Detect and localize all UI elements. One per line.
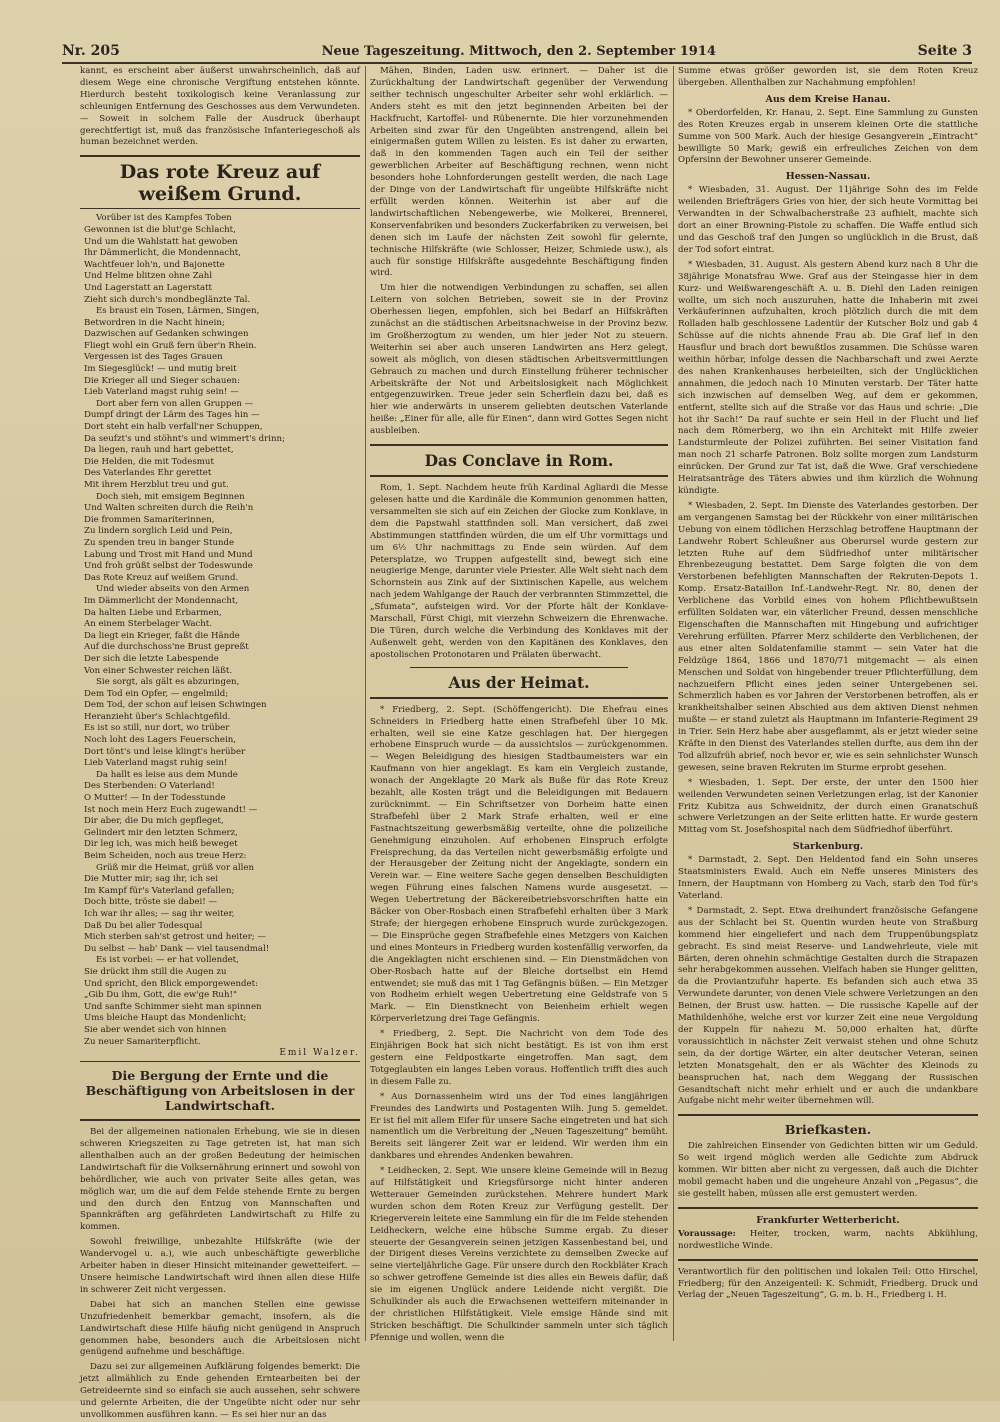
nassau-body [678, 185, 978, 837]
hanau-body: * Oberdorfelden, Kr. Hanau, 2. Sept. Eine Sammlung zu Gunsten des Roten Kreuzes ergab in unserem kleinen Orte die stattliche Summe von 500 Mark. Auch der hiesige Gesangverein „Eintracht“ bewilligte 50 Mark; gewiß ein erfreuliches Zeichen von dem Opfersinn der Bewohner unserer Gemeinde. [678, 107, 978, 166]
news-item: * Wiesbaden, 1. Sept. Der erste, der unter den 1500 hier weilenden Verwundeten seinen Verletzungen erlag, ist der Kanonier Fritz Kubitza aus Schweidnitz, der durch einen Granatschuß schwere Verletzungen an der Seite erlitten hatte. Er wurde gestern Mittag vom St. Josefshospital nach dem Südfriedhof überführt. [678, 777, 978, 836]
divider [678, 1114, 978, 1116]
news-item: * Friedberg, 2. Sept. (Schöffengericht). Die Ehefrau eines Schneiders in Friedberg hatte einen Strafbefehl über 10 Mk. erhalten, weil sie eine Katze geschlagen hat. Der hiergegen erhobene Einspruch wurde — da aussichtslos — zurückgenommen. — Wegen Beleidigung des hiesigen Stadtbaumeisters war ein Kaufmann von hier angeklagt. Es kam ein Vergleich zustande, wonach der Angeklagte 20 Mark als Buße für das Rote Kreuz bezahlt, alle Kosten trägt und die Beleidigungen mit Bedauern zurücknimmt. — Ein Schriftsetzer von Dorheim hatte einen Strafbefehl über 2 Mark Strafe erhalten, weil er eine Fastnachtszeitung gewerbsmäßig verteilte, ohne die polizeiliche Genehmigung einzuholen. Auf erhobenen Einspruch erfolgte Freisprechung, da das Verteilen nicht gewerbsmäßig erfolgte und der Herausgeber der Zeitung nicht der Angeklagte, sondern ein Verein war. — Eine weitere Sache gegen denselben Beschuldigten wegen Führung eines falschen Namens wurde ausgesetzt. — Wegen Uebertretung der Bäckereibetriebsvorschriften hatte ein Bäcker von Ober-Rosbach einen Strafbefehl erhalten über 3 Mark Strafe; der hiergegen erhobene Einspruch wurde zurückgezogen. — Die Einsprüche gegen Strafbefehle eines Metzgers von Kaichen und eines Monteurs in Friedberg wurden kostenfällig verworfen, da die Angeklagten nicht erschienen sind. — Ein Dienstmädchen von Ober-Rosbach hatte auf der Bleiche dortselbst ein Hemd entwendet; sie muß das mit 1 Tag Gefängnis büßen. — Ein Metzger von Rodheim erhielt wegen Uebertretung eine Geldstrafe von 5 Mark. — Ein Dienstknecht von Beienheim erhielt wegen Körperverletzung drei Tage Gefängnis. [370, 704, 668, 1025]
section-title-heimat: Aus der Heimat. [448, 672, 590, 692]
poem-line: Zu neuer Samariterpflicht. [84, 1036, 201, 1047]
section-title-hanau: Aus dem Kreise Hanau. [765, 93, 891, 105]
poem-line: Dumpf dringt der Lärm des Tages hin — [84, 410, 260, 421]
poem-line: Sie aber wendet sich von hinnen [84, 1024, 227, 1035]
article-paragraph: Mähen, Binden, Laden usw. erinnert. — Daher ist die Zurückhaltung der Landwirtschaft gegenüber der Verwendung seither technisch ungeschulter Arbeiter sehr wohl erklärlich. — Anders steht es mit den jetzt beginnenden Arbeiten bei der Hackfrucht, Kartoffel- und Rübenernte. Die hier vorzunehmenden Arbeiten sind zwar für den Ungeübten anstrengend, allein bei einigermaßen gutem Willen zu leisten. Es ist daher zu erwarten, daß in den kommenden Tagen auch ein Teil der seither gewerblichen Arbeiter auf Beschäftigung rechnen, wenn nicht besonders hohe Lohnforderungen gestellt werden, die nach Lage der Dinge von der Landwirtschaft für ungeübte Hilfskräfte nicht erfüllt werden können. Weiterhin ist aber auf die landwirtschaftlichen Nebengewerbe, wie Molkerei, Brennerei, Konservenfabriken und besonders Zuckerfabriken zu verweisen, bei denen sich im Laufe der nächsten Zeit sowohl für gelernte, technische Hilfskräfte (wie Schlosser, Heizer, Schmiede usw.), als auch für sonstige Hilfskräfte ausgedehnte Beschäftigung finden wird. [370, 66, 668, 279]
poem-line: Und Walten schreiten durch die Reih'n [84, 503, 254, 514]
poem-line: Des Vaterlandes Ehr gerettet [84, 468, 212, 479]
poem-line: Betwordren in die Nacht hinein; [84, 317, 225, 328]
section-title-starkenburg: Starkenburg. [792, 841, 864, 853]
poem-line: Und spricht, den Blick emporgewendet: [84, 978, 258, 989]
column-rule [365, 66, 366, 1341]
poem-line: Sie sorgt, als gält es abzuringen, [96, 677, 240, 688]
poem-line: Wachtfeuer loh'n, und Bajonette [84, 259, 225, 270]
poem-line: Grüß mir die Heimat, grüß vor allen [96, 862, 255, 873]
poem-line: Da liegt ein Krieger, faßt die Hände [84, 630, 240, 641]
poem-line: Im Kampf für's Vaterland gefallen; [84, 885, 235, 896]
poem-line: Da hallt es leise aus dem Munde [96, 769, 238, 780]
masthead-date: Neue Tageszeitung. Mittwoch, den 2. September 1914 [321, 43, 716, 59]
poem-line: Dort steht ein halb verfall'ner Schuppen, [84, 422, 263, 433]
divider [370, 444, 668, 446]
briefkasten-body: Die zahlreichen Einsender von Gedichten bitten wir um Geduld. So weit irgend möglich werden alle Gedichte zum Abdruck kommen. Wir bitten aber nicht zu vergessen, daß auch die Dichter mobil gemacht haben und die ungeheure Anzahl von „Pegasus“, die sie gestellt haben, müssen alle erst gemustert werden. [678, 1141, 978, 1199]
poem-line: Labung und Trost mit Hand und Mund [84, 549, 253, 560]
column-rule [673, 66, 674, 1341]
article-continuation: Summe etwas größer geworden ist, sie dem Roten Kreuz übergeben. Allenthalben zur Nachahmung empfohlen! [678, 66, 978, 88]
divider [678, 1259, 978, 1261]
poem-line: Ihr Dämmerlicht, die Mondennacht, [84, 248, 241, 259]
poem-line: Vergessen ist des Tages Grauen [84, 352, 223, 363]
poem-line: Du selbst — hab' Dank — viel tausendmal! [84, 943, 270, 954]
poem-line: Da seufzt's und stöhnt's und wimmert's drinn; [84, 433, 285, 444]
column-right [678, 66, 978, 1363]
weather-forecast [678, 1229, 978, 1253]
poem-line: Dir aber, die Du mich gepfleget, [84, 816, 224, 827]
poem-line: Doch bitte, tröste sie dabei! — [84, 897, 217, 908]
column-middle [370, 66, 668, 1363]
poem-line: Des Sterbenden: O Vaterland! [84, 781, 215, 792]
poem-line: Doch sieh, mit emsigem Beginnen [96, 491, 245, 502]
poem-line: Im Dämmerlicht der Mondennacht, [84, 595, 239, 606]
poem-line: Zieht sich durch's mondbeglänzte Tal. [84, 294, 251, 305]
news-item: * Wiesbaden, 2. Sept. Im Dienste des Vaterlandes gestorben. Der am vergangenen Samstag bei der Rückkehr von einer militärischen Uebung von einem tödlichen Herzschlag betroffene Hauptmann der Landwehr Robert Schleußner aus Oberursel wurde gestern zur letzten Ruhe auf dem Südfriedhof unter militärischer Ehrenbezeugung bestattet. Dem Sarge folgten die von dem Verstorbenen befehligten Mannschaften der Rekruten-Depots 1. Komp. Ersatz-Bataillon Inf.-Landwehr-Regt. Nr. 80, denen der Verblichene das Vorbild eines von hohem Pflichtbewußtsein erfüllten Soldaten war, ein väterlicher Freund, dessen menschliche Eigenschaften die Mannschaften mit Hingebung und aufrichtiger Verehrung erfüllten. Pfarrer Merz schilderte den Verblichenen, der aus einer alten Soldatenfamilie stammt — sein Vater hat die Feldzüge 1864, 1866 und 1870/71 mitgemacht — als einen Menschen und Soldat von hingebender treuer Pflichterfüllung, dem nachzueifern Pflicht eines jeden seiner Untergebenen sei. Schmerzlich haben es vor Jahren der Verstorbenen betroffen, als er krankheitshalber seinen Abschied aus dem aktiven Dienst nehmen mußte — er stand zuletzt als Hauptmann im Infanterie-Regiment 29 in Trier. Sein Herz habe aber ausgeflammt, als er jetzt wieder seine Kräfte in den Dienst des Vaterlandes stellen durfte, aus dem ihn der Tod allzufrüh abrief, noch bevor er, wie es sein sehnlichster Wunsch gewesen, seine braven Rekruten im Sturme erprobt gesehen. [678, 500, 978, 773]
article-paragraph: Sowohl freiwillige, unbezahlte Hilfskräfte (wie der Wandervogel u. a.), wie auch unbeschäftigte gewerbliche Arbeiter haben in dieser Hinsicht miteinander gewetteifert. — Unsere heimische Landwirtschaft wird ihnen allen diese Hilfe in schwerer Zeit nicht vergessen. [80, 1237, 360, 1295]
poem-line: Dem Tod, der schon auf leisen Schwingen [84, 700, 267, 711]
poem-line: Es ist vorbei: — er hat vollendet, [96, 955, 239, 966]
news-item: * Wiesbaden, 31. August. Als gestern Abend kurz nach 8 Uhr die 38jährige Monatsfrau Wwe. Graf aus der Steingasse hier in dem Kurz- und Weißwarengeschäft A. u. B. Diehl den Laden reinigen wollte, um sich noch auszuruhen, hatte die Inhaberin mit zwei Verkäuferinnen aufzuhalten, kroch plötzlich durch die mit dem Rolladen halb geschlossene Ladentür der Kutscher Bolz und gab 4 Schüsse auf die nichts ahnende Frau ab. Die Graf lief in den Hausflur und brach dort bewußtlos zusammen. Die Schüsse waren weithin hörbar, infolge dessen die Nachbarschaft und zwei Aerzte des nahen Krankenhauses herbeieilten, sich der Unglücklichen annahmen, die jedoch nach 10 Minuten verstarb. Der Täter hatte sich inzwischen auf demselben Weg, auf dem er gekommen, entfernt, stellte sich auf die Straße vor das Haus und schrie: „Die hot ihr Sach!“ Da rauf suchte er sein Heil in der Flucht und lief nach dem Römerberg, wo ihn ein Architekt mit Hilfe zweier Landsturmleute der Polizei zuführten. Bei seiner Visitation fand man noch 21 scharfe Patronen. Bolz sollte morgen zum Landsturm einrücken. Der Grund zur Tat ist, daß die Wwe. Graf verschiedene Heiratsanträge des Täters abwies und ihm kürzlich die Wohnung kündigte. [678, 259, 978, 496]
section-title-nassau: Hessen-Nassau. [785, 171, 871, 183]
poem-line: Zu spenden treu in banger Stunde [84, 537, 235, 548]
poem-line: Die Krieger all und Sieger schauen: [84, 375, 240, 386]
weather-text: Heiter, trocken, warm, nachts Abkühlung, nordwestliche Winde. [678, 1228, 979, 1251]
poem-line: Dir leg ich, was mich heiß beweget [84, 839, 238, 850]
poem-verses [84, 213, 360, 1048]
poem-line: Dem Tod ein Opfer, — engelmild; [84, 688, 229, 699]
poem-line: Lieb Vaterland magst ruhig sein! — [84, 387, 239, 398]
poem-line: Von einer Schwester reichen läßt. [84, 665, 233, 676]
divider [678, 1207, 978, 1209]
starkenburg-body [678, 855, 978, 1108]
poem-line: Heranzieht über's Schlachtgefild. [84, 711, 231, 722]
poem-line: Der sich die letzte Labespende [84, 653, 219, 664]
poem-line: Im Siegesglück! — und mutig breit [84, 364, 237, 375]
poem-line: Es ist so still, nur dort, wo trüber [84, 723, 230, 734]
poem-line: Die frommen Samariterinnen, [84, 514, 215, 525]
poem-line: O Mutter! — In der Todesstunde [84, 793, 226, 804]
poem-line: Zu lindern sorglich Leid und Pein, [84, 526, 233, 537]
divider [80, 1119, 360, 1121]
news-item: * Aus Dornassenheim wird uns der Tod eines langjährigen Freundes des Landwirts und Postagenten Wilh. Jung 5. gemeldet. Er ist fiel mit allem Eifer für unsere Sache eingetreten und hat sich namentlich um die Verbreitung der „Neuen Tageszeitung“ bemüht. Bereits seit längerer Zeit war er leidend. Wir werden ihm ein dankbares und ehrendes Andenken bewahren. [370, 1091, 668, 1162]
poem-line: Gewonnen ist die blut'ge Schlacht, [84, 224, 236, 235]
page-header [62, 40, 972, 64]
article-continuation [370, 66, 668, 438]
news-item: * Leidhecken, 2. Sept. Wie unsere kleine Gemeinde will in Bezug auf Hilfstätigkeit und Kriegsfürsorge nicht hinter anderen Wetterauer Gemeinden zurückstehen. Mehrere hundert Mark wurden schon dem Roten Kreuz zur Verfügung gestellt. Der Kriegerverein leitete eine Sammlung ein für die im Felde stehenden Leidheckern, welche eine hübsche Summe ergab. Zu dieser steuerte der Gesangverein seinen jetzigen Kassenbestand bei, und der Dirigent dieses Vereins verzichtete zu demselben Zwecke auf seine vierteljährliche Gage. Für unsere durch den Rockbläter Krach so schwer getroffene Gemeinde ist dies alles ein Beweis dafür, daß sie im eigenen Unglück andere Leidende nicht vergißt. Die Schulkinder als auch die Erwachsenen wetteifern miteinander in der christlichen Hilfstätigkeit. Viele emsige Hände sind mit Stricken beschäftigt. Die Schulkinder sammeln unter sich täglich Pfennige und wollen, wenn die [370, 1166, 668, 1343]
article-paragraph: Bei der allgemeinen nationalen Erhebung, wie sie in diesen schweren Kriegszeiten zu Tage getreten ist, hat man sich allenthalben auch an der großen Bedeutung der heimischen Landwirtschaft für die Volksernährung erinnert und sowohl von behördlicher, wie auch von privater Seite alles getan, was möglich war, um die auf dem Felde stehende Ernte zu bergen und den durch den Entzug von Mannschaften und Spannkräften arg gefährdeten Landwirtschaft zu Hilfe zu kommen. [80, 1127, 360, 1233]
poem-line: Das Rote Kreuz auf weißem Grund. [84, 572, 239, 583]
conclave-body: Rom, 1. Sept. Nachdem heute früh Kardinal Agliardi die Messe gelesen hatte und die Kardinäle die Kommunion genommen hatten, versammelten sie sich auf ein Zeichen der Glocke zum Konklave, in dem die Papstwahl stattfinden soll. Man versichert, daß zwei Abstimmungen stattfinden würden, die um elf Uhr vormittags und um 6½ Uhr nachmittags zu Ende sein würden. Auf dem Petersplatze, wo Truppen aufgestellt sind, bewegt sich eine neugierige Menge, darunter viele Priester. Alle Welt sieht nach dem Schornstein aus Zink auf der Sixtinischen Kapelle, aus welchem nach jedem Wahlgange der Rauch der verbrannten Stimmzettel, die „Sfumata“, aufsteigen wird. Vor der Pforte hält der Konklave-Marschall, Fürst Chigi, mit vierzehn Schweizern die Ehrenwache. Die Türen, durch welche die Verbindung des Konklaves mit der Außenwelt geht, werden von den Kapitänen des Konklaves, den apostolischen Protonotaren und Prälaten überwacht. [370, 483, 668, 660]
poem-title: Das rote Kreuz auf weißem Grund. [80, 155, 360, 209]
poem-line: Die Mutter mir; sag ihr, ich sei [84, 874, 219, 885]
weather-label: Voraussage: [678, 1228, 736, 1239]
poem-line: Auf die durchschoss'ne Brust gepreßt [84, 642, 249, 653]
article-body [80, 1127, 360, 1422]
poem-signature: Emil Walzer. [80, 1048, 360, 1062]
issue-number: Nr. 205 [62, 43, 120, 59]
poem-line: Noch loht des Lagers Feuerschein, [84, 735, 236, 746]
page-number: Seite 3 [917, 43, 972, 59]
poem-line: Und froh grüßt selbst der Todeswunde [84, 561, 253, 572]
column-left [80, 66, 360, 1420]
article-continuation: kannt, es erscheint aber äußerst unwahrscheinlich, daß auf diesem Wege eine chronische Vergiftung entstehen könnte. Hierdurch besteht toxikologisch keine Veranlassung zur schleunigen Entfernung des Geschosses aus dem Verwundeten. — Soweit in solchem Falle der Ausdruck überhaupt gerechtfertigt ist, muß das französische Infanteriegeschoß als human bezeichnet werden. [80, 66, 360, 148]
poem-line: Ist noch mein Herz Euch zugewandt! — [84, 804, 258, 815]
poem-line: Dazwischen auf Gedanken schwingen [84, 329, 249, 340]
article-paragraph: Um hier die notwendigen Verbindungen zu schaffen, sei allen Leitern von solchen Betrieben, soweit sie in der Provinz Oberhessen liegen, empfohlen, sich bei Bedarf an Hilfskräften zunächst an die städtischen Arbeitsnachweise in der Provinz bezw. im Großherzogtum zu wenden, um hier jeder Not zu steuern. Weiterhin sei aber auch unseren Landwirten ans Herz gelegt, soweit als möglich, von diesen städtischen Arbeitsvermittlungen Gebrauch zu machen und durch Einstellung früherer technischer Arbeitskräfte der Not und Arbeitslosigkeit nach Möglichkeit entgegenzuwirken. Treue jeder sein Scherflein dazu bei, daß es hier wie anderwärts in unserem geliebten deutschen Vaterlande heiße: „Einer für alle, alle für Einen“, dann wird Gottes Segen nicht ausbleiben. [370, 283, 668, 437]
poem-line: Ums bleiche Haupt das Mondenlicht; [84, 1013, 247, 1024]
news-item: * Friedberg, 2. Sept. Die Nachricht von dem Tode des Einjährigen Bock hat sich nicht bestätigt. Es ist von ihm erst gestern eine Feldpostkarte eingetroffen. Man sagt, dem Totgeglaubten ein langes Leben voraus. Hoffentlich trifft dies auch in diesem Falle zu. [370, 1029, 668, 1087]
weather-title: Frankfurter Wetterbericht. [756, 1214, 900, 1226]
news-item: * Wiesbaden, 31. August. Der 11jährige Sohn des im Felde weilenden Briefträgers Gries von hier, der sich heute Vormittag bei Verwandten in der Schwalbacherstraße 23 aufhielt, machte sich dort an einer Browning-Pistole zu schaffen. Die Waffe entlud sich und das Geschoß traf den Jungen so unglücklich in die Brust, daß der Tod sofort eintrat. [678, 185, 978, 255]
news-item: * Darmstadt, 2. Sept. Etwa dreihundert französische Gefangene aus der Schlacht bei St. Quentin wurden heute von Straßburg kommend hier eingeliefert und nach dem Truppenübungsplatz gebracht. Es sind meist Reserve- und Landwehrleute, viele mit Bärten, deren ohnehin schmächtige Gestalten durch die Strapazen sehr herabgekommen aussehen. Vielfach haben sie Hunger gelitten, da die Proviantzufuhr haperte. Es befanden sich auch etwa 35 Verwundete darunter, von denen Viele schwere Verletzungen an den Beinen, der Brust usw. hatten. — Die russische Kapelle auf der Mathildenhöhe, welche erst vor kurzer Zeit eine neue Vergoldung der Kuppeln für nahezu M. 50,000 erhalten hat, dürfte voraussichtlich in nächster Zeit verwaist stehen und ohne Schutz sein, da der dortige Wärter, ein alter deutscher Veteran, seinen letzten Monatsgehalt, den er als Wächter des Kleinods zu beanspruchen hat, nach dem Weggang der Russischen Gesandtschaft nicht mehr erhielt und er auch die undankbare Aufgabe nicht mehr weiter übernehmen will. [678, 905, 978, 1107]
poem-line: Und wieder abseits von den Armen [96, 584, 250, 595]
poem-line: Mich sterben sah'st getrost und heiter; — [84, 932, 267, 943]
heimat-body [370, 705, 668, 1345]
poem-line: Und um die Wahlstatt hat gewoben [84, 236, 238, 247]
article-title: Die Bergung der Ernte und die Beschäftigung von Arbeitslosen in der Landwirtschaft. [85, 1068, 355, 1114]
poem-line: Sie drückt ihm still die Augen zu [84, 966, 227, 977]
divider [370, 475, 668, 477]
poem-line: Da halten Liebe und Erbarmen, [84, 607, 222, 618]
divider [410, 667, 628, 668]
poem-line: Es braust ein Tosen, Lärmen, Singen, [96, 306, 260, 317]
poem-line: Und Lagerstatt an Lagerstatt [84, 282, 212, 293]
poem-line: Und sanfte Schimmer sieht man spinnen [84, 1001, 262, 1012]
poem-line: Fliegt wohl ein Gruß fern über'n Rhein. [84, 340, 257, 351]
article-paragraph: Dazu sei zur allgemeinen Aufklärung folgendes bemerkt: Die jetzt allmählich zu Ende gehenden Erntearbeiten bei der Getreideernte sind so einfach sie auch aussehen, sehr schwere und gelernte Arbeiten, die der Ungeübte nicht oder nur sehr unvollkommen ausführen kann. — Es sei hier nur an das [80, 1362, 360, 1420]
poem-line: An einem Sterbelager Wacht. [84, 619, 212, 630]
article-paragraph: Dabei hat sich an manchen Stellen eine gewisse Unzufriedenheit bemerkbar gemacht, insofern, als die Landwirtschaft diese Hilfe häufig nicht genügend in Anspruch genommen habe, besonders auch die Arbeitslosen nicht genügend aufnehme und beschäftige. [80, 1299, 360, 1358]
divider [370, 697, 668, 699]
section-title-briefkasten: Briefkasten. [784, 1122, 872, 1138]
imprint: Verantwortlich für den politischen und lokalen Teil: Otto Hirschel, Friedberg; für den Anzeigenteil: K. Schmidt, Friedberg. Druck und Verlag der „Neuen Tageszeitung“, G. m. b. H., Friedberg i. H. [678, 1266, 978, 1301]
poem-line: Daß Du bei aller Todesqual [84, 920, 203, 931]
news-item: * Darmstadt, 2. Sept. Den Heldentod fand ein Sohn unseres Staatsministers Ewald. Auch ein Neffe unseres Ministers des Innern, der Hauptmann von Homberg zu Vach, starb den Tod für's Vaterland. [678, 855, 978, 901]
poem-line: Da liegen, rauh und hart gebettet, [84, 445, 234, 456]
poem-line: „Gib Du ihm, Gott, die ew'ge Ruh!" [84, 990, 237, 1001]
poem-line: Und Helme blitzen ohne Zahl [84, 271, 213, 282]
poem-line: Gelindert mir den letzten Schmerz, [84, 827, 238, 838]
poem-line: Dort aber fern von allen Gruppen — [96, 398, 254, 409]
poem-line: Beim Scheiden, noch aus treue Herz: [84, 851, 247, 861]
poem-line: Vorüber ist des Kampfes Toben [96, 213, 232, 224]
poem-line: Lieb Vaterland magst ruhig sein! [84, 758, 228, 769]
poem-line: Dort tönt's und leise klingt's herüber [84, 746, 246, 757]
poem-line: Ich war ihr alles; — sag ihr weiter, [84, 908, 235, 919]
poem-line: Die Helden, die mit Todesmut [84, 456, 214, 467]
poem-line: Mit ihrem Herzblut treu und gut. [84, 480, 229, 490]
section-title-conclave: Das Conclave in Rom. [424, 451, 614, 471]
